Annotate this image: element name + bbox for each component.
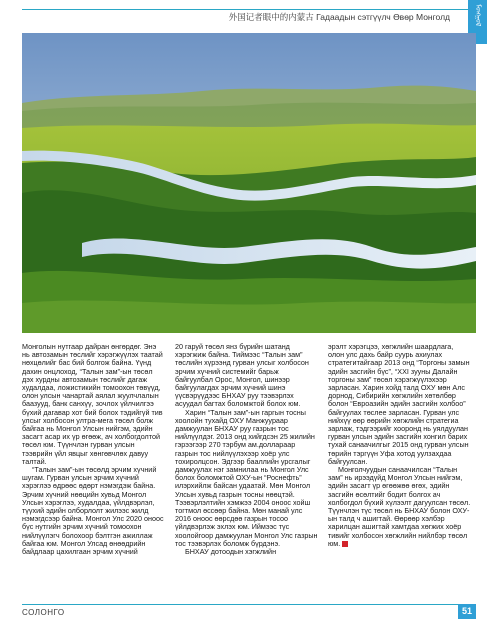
magazine-name: СОЛОНГО [22, 608, 65, 617]
paragraph [328, 466, 471, 548]
end-of-article-mark [342, 541, 348, 547]
page-number: 51 [458, 604, 476, 619]
article-column-3 [328, 343, 471, 548]
article-column-1 [22, 343, 165, 556]
paragraph: эрэлт хэрэгцээ, хөгжлийн шаардлага, олон улс дахь байр суурь ахиулах стратегитайгаар 2013 онд “Торгоны замын эдийн засгийн бүс”, “XXI зууны Далайн торгоны зам” төсөл хэрэгжүүлэхээр зарласан. Харин хойд талд ОХУ мөн Алс дорнод, Сибирийн хөгжлийн хөтөлбөр болон “Евроазийн эдийн засгийн холбоо” байгуулах төслее зарласан. Гурван улс нийхүү өөр өөрийн хөгжлийн стратегиа зарлаж, тэдгээрийг хооронд нь уялдуулан гурван улсын эдийн засгийн хонгил барих тухай санаачилгыг 2015 онд гурван улсын төрийн тэргүүн Уфа хотод уулзахдаа байгуулсан. [328, 342, 470, 466]
paragraph-text: Монголчуудын санаачилсан “Талын зам” нь ирээдүйд Монгол Улсын нийгэм, эдийн засагт үр өгөөжөө өгөх, эдийн засгийн өсөлтийг бодит болгох ач холбогдол бүхий хүлээлт дагуулсан төсөл. Түүнчлэн түс төсөл нь БНХАУ болон ОХУ-ын талд ч ашигтай. Өөрөөр хэлбэр харилцан ашигтай хамтдаа хөгжих хоёр тивийг холбосон хөгжлийн нийлбэр төсөл юм. [328, 465, 471, 548]
paragraph: БНХАУ дотоодын хэгжлийн [185, 547, 277, 557]
running-head: 外国记者眼中的内蒙古 Гадаадын сэтгүүлч Өвөр Монголд [228, 12, 450, 22]
article-column-2 [175, 343, 318, 556]
paragraph: Монголын нутгаар дайран өнгөрдөг. Энэ нь автозамын төслийг хэрэгжүүлэх таатай нөхцөлийг бас бий болгож байна. Үүнд дахин онцлоход, “Талын зам”-ын төсөл дэх хурдны автозамын төслийг дагаж худалдаа, ложистикийн томоохон төвүүд, олон улсын чанартай аялал жуулчлалын баазууд, банк санхүү, зочлох үйлчилгээ бүхий дагавар хот бий болох тэдийгүй тив улсыг холбосон ултра-мега төсөл болж байгаа нь Монгол Улсын нийгэм, эдийн засагт асар их үр өгөөж, ач холбогдолтой төсөл юм. Түүнчлэн гурван улсын тээврийн үйл явцыг хөнгөвчлөх давуу талтай. [22, 342, 163, 466]
paragraph: “Талын зам”-ын төсөлд эрчим хүчний шугам. Гурван улсын эрчим хүчний хэрэглээ өдрөөс өдөрт нэмэгдэж байна. Эрчим хүчний нөөцийн хувьд Монгол Улсын хэрэглээ, худалдаа, үйлдвэрлэл, түүхий эдийн олборлолт жилээс жилд нэмэгдсээр байна. Монгол Улс 2020 оноос бүс нутгийн эрчим хүчний томоохон нийлүүлэгч болохоор бэлтгэн ажиллаж байгаа юм. Монгол Улсад өнөөдрийн байдлаар цахилгаан эрчим хүчний [22, 465, 164, 557]
side-tab-text: ᠮᠣᠩᠭᠣᠯ [474, 4, 481, 27]
article-body [22, 343, 476, 575]
paragraph: Харин “Талын зам”-ын гаргын тосны хоолойн тухайд ОХУ Манжуураар дамжуулан БНХАУ руу газрын тос нийлүүлдэг. 2013 онд хийгдсэн 25 жилийн гэрээгээр 270 тэрбум ам.доллараар газрын тос нийлүүлэхээр хоёр улс тохиролцсон. Эдгээр бааллийн урсгалыг дамжуулах нэг замнилаа нь Монгол Улс болох боломжтой ОХУ-ын “Роснефть” илэрхийлж байсан удаатай. Мөн Монгол Улсын хувьд газрын тосны нөөцтэй. Тээвэрлэлтийн хэмжээ 2004 оноос хойш тогтмол өссөөр байна. Мөн манай улс 2016 оноос өөрсдөө газрын тосоо үйлдвэрлэж эхлэх юм. Иймээс түс хоолойгоор дамжуулан Монгол Улс газрын тос тээвэрлэх боломж бүрдэнэ. [175, 407, 318, 548]
footer-rule [22, 604, 476, 605]
landscape-photo [22, 33, 476, 333]
paragraph: 20 гаруй төсөл янз бүрийн шатанд хэрэгжиж байна. Тиймээс “Талын зам” төслийн хүрээнд гурван улсыг холбосон эрчим хүчний системийг барьж байгуулбал Орос, Монгол, шинээр байгуулагдах эрчим хүчний шинэ үүсвэрүүдээс БНХАУ руу тээвэрлэх асуудал багтах боломжтой болох юм. [175, 342, 309, 409]
header-rule [22, 9, 476, 10]
